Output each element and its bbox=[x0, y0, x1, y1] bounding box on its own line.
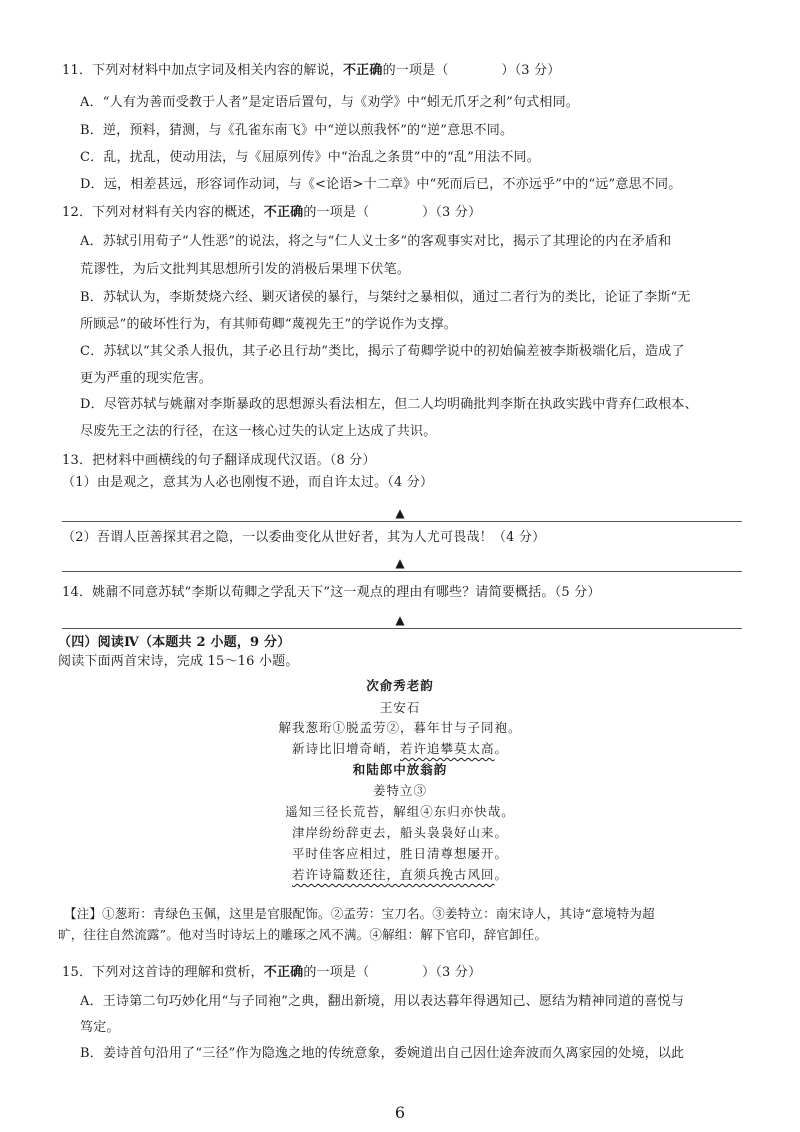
poem2-underlined-phrase: 若许诗篇数还往，直须兵挽古风回 bbox=[291, 867, 495, 882]
q12-option-a-line2: 荒谬性，为后文批判其思想所引发的消极后果埋下伏笔。 bbox=[80, 262, 411, 277]
q11-option-d: D．远，相差甚远，形容词作动词，与《<论语>十二章》中“死而后已，不亦远乎”中的“远”意思不同。 bbox=[80, 177, 682, 192]
q11-option-a: A．“人有为善而受教于人者”是定语后置句，与《劝学》中“蚓无爪牙之利”句式相同。 bbox=[80, 95, 579, 110]
q13-stem: 13．把材料中画横线的句子翻译成现代汉语。（8 分） bbox=[62, 453, 376, 468]
q12-option-d-line1: D．尽管苏轼与姚鼐对李斯暴政的思想源头看法相左，但二人均明确批判李斯在执政实践中背弃仁政根本、 bbox=[80, 397, 698, 412]
poem1-line2: 新诗比旧增奇峭，若许追攀莫太高。 bbox=[291, 741, 509, 756]
page-number: 6 bbox=[394, 1103, 406, 1122]
q15-option-a-line2: 笃定。 bbox=[80, 1020, 120, 1035]
q12-option-c-line1: C．苏轼以“其父杀人报仇，其子必且行劫”类比，揭示了荀卿学说中的初始偏差被李斯极端化后，造成了 bbox=[80, 344, 685, 359]
poem1-line1: 解我葱珩①脱孟劳②，暮年甘与子同袍。 bbox=[278, 720, 522, 735]
poem2-line4: 若许诗篇数还往，直须兵挽古风回。 bbox=[291, 867, 509, 882]
poem1-title: 次俞秀老韵 bbox=[366, 678, 434, 693]
q13-sentence-2: （2）吾谓人臣善探其君之隐，一以委曲变化从世好者，其为人尤可畏哉！（4 分） bbox=[62, 530, 546, 545]
answer-mark-icon: ▲ bbox=[395, 613, 405, 627]
q12-option-b-line1: B．苏轼认为，李斯焚烧六经、剿灭诸侯的暴行，与桀纣之暴相似，通过二者行为的类比，论证了李斯“无 bbox=[80, 290, 691, 305]
note-line2: 旷，往往自然流露”。他对当时诗坛上的雕琢之风不满。④解组：解下官印，辞官卸任。 bbox=[58, 927, 548, 942]
q11-option-c: C．乱，扰乱，使动用法，与《屈原列传》中“治乱之条贯”中的“乱”用法不同。 bbox=[80, 150, 540, 165]
poem2-line3: 平时佳客应相过，胜日清尊想屡开。 bbox=[291, 846, 508, 861]
poem2-line1: 遥知三径长荒苔，解组④东归亦快哉。 bbox=[285, 804, 515, 819]
section-4-intro: 阅读下面两首宋诗，完成 15～16 小题。 bbox=[58, 654, 299, 669]
poem1-underlined-phrase: 若许追攀莫太高 bbox=[399, 741, 495, 756]
answer-line bbox=[62, 521, 742, 522]
section-4-title: （四）阅读Ⅳ（本题共 2 小题，9 分） bbox=[58, 635, 291, 650]
q11-stem: 11．下列对材料中加点字词及相关内容的解说，不正确的一项是（ ）（3 分） bbox=[62, 63, 561, 78]
q12-option-c-line2: 更为严重的现实危害。 bbox=[80, 371, 213, 386]
q15-stem: 15．下列对这首诗的理解和赏析，不正确的一项是（ ）（3 分） bbox=[62, 965, 482, 980]
q15-option-a-line1: A．王诗第二句巧妙化用“与子同袍”之典，翻出新境，用以表达暮年得遇知己、愿结为精神同道的喜悦与 bbox=[80, 994, 685, 1009]
poem2-title: 和陆郎中放翁韵 bbox=[352, 762, 448, 777]
answer-mark-icon: ▲ bbox=[395, 556, 405, 570]
q12-option-a-line1: A．苏轼引用荀子“人性恶”的说法，将之与“仁人义士多”的客观事实对比，揭示了其理论的内在矛盾和 bbox=[80, 234, 672, 249]
q11-option-b: B．逆，预料，猜测，与《孔雀东南飞》中“逆以煎我怀”的“逆”意思不同。 bbox=[80, 123, 514, 138]
q12-stem: 12．下列对材料有关内容的概述，不正确的一项是（ ）（3 分） bbox=[62, 205, 482, 220]
q12-option-d-line2: 尽废先王之法的行径，在这一核心过失的认定上达成了共识。 bbox=[80, 424, 437, 439]
answer-line bbox=[62, 628, 742, 629]
q15-option-b-line1: B．姜诗首句沿用了“三径”作为隐逸之地的传统意象，委婉道出自己因仕途奔波而久离家园的处境，以此 bbox=[80, 1046, 685, 1061]
poem2-line2: 津岸纷纷辞吏去，船头袅袅好山来。 bbox=[291, 825, 508, 840]
answer-mark-icon: ▲ bbox=[395, 506, 405, 520]
poem1-author: 王安石 bbox=[379, 700, 421, 715]
poem2-author: 姜特立③ bbox=[372, 783, 427, 798]
answer-line bbox=[62, 571, 742, 572]
q13-sentence-1: （1）由是观之，意其为人必也刚愎不逊，而自许太过。（4 分） bbox=[62, 475, 434, 490]
q12-option-b-line2: 所顾忌”的破坏性行为，有其师荀卿“蔑视先王”的学说作为支撑。 bbox=[80, 317, 457, 332]
note-line1: 【注】①葱珩：青绿色玉佩，这里是官服配饰。②孟劳：宝刀名。③姜特立：南宋诗人，其诗“意境特为超 bbox=[64, 906, 655, 921]
q14-stem: 14．姚鼐不同意苏轼“李斯以荀卿之学乱天下”这一观点的理由有哪些？请简要概括。（5 分） bbox=[62, 585, 601, 600]
